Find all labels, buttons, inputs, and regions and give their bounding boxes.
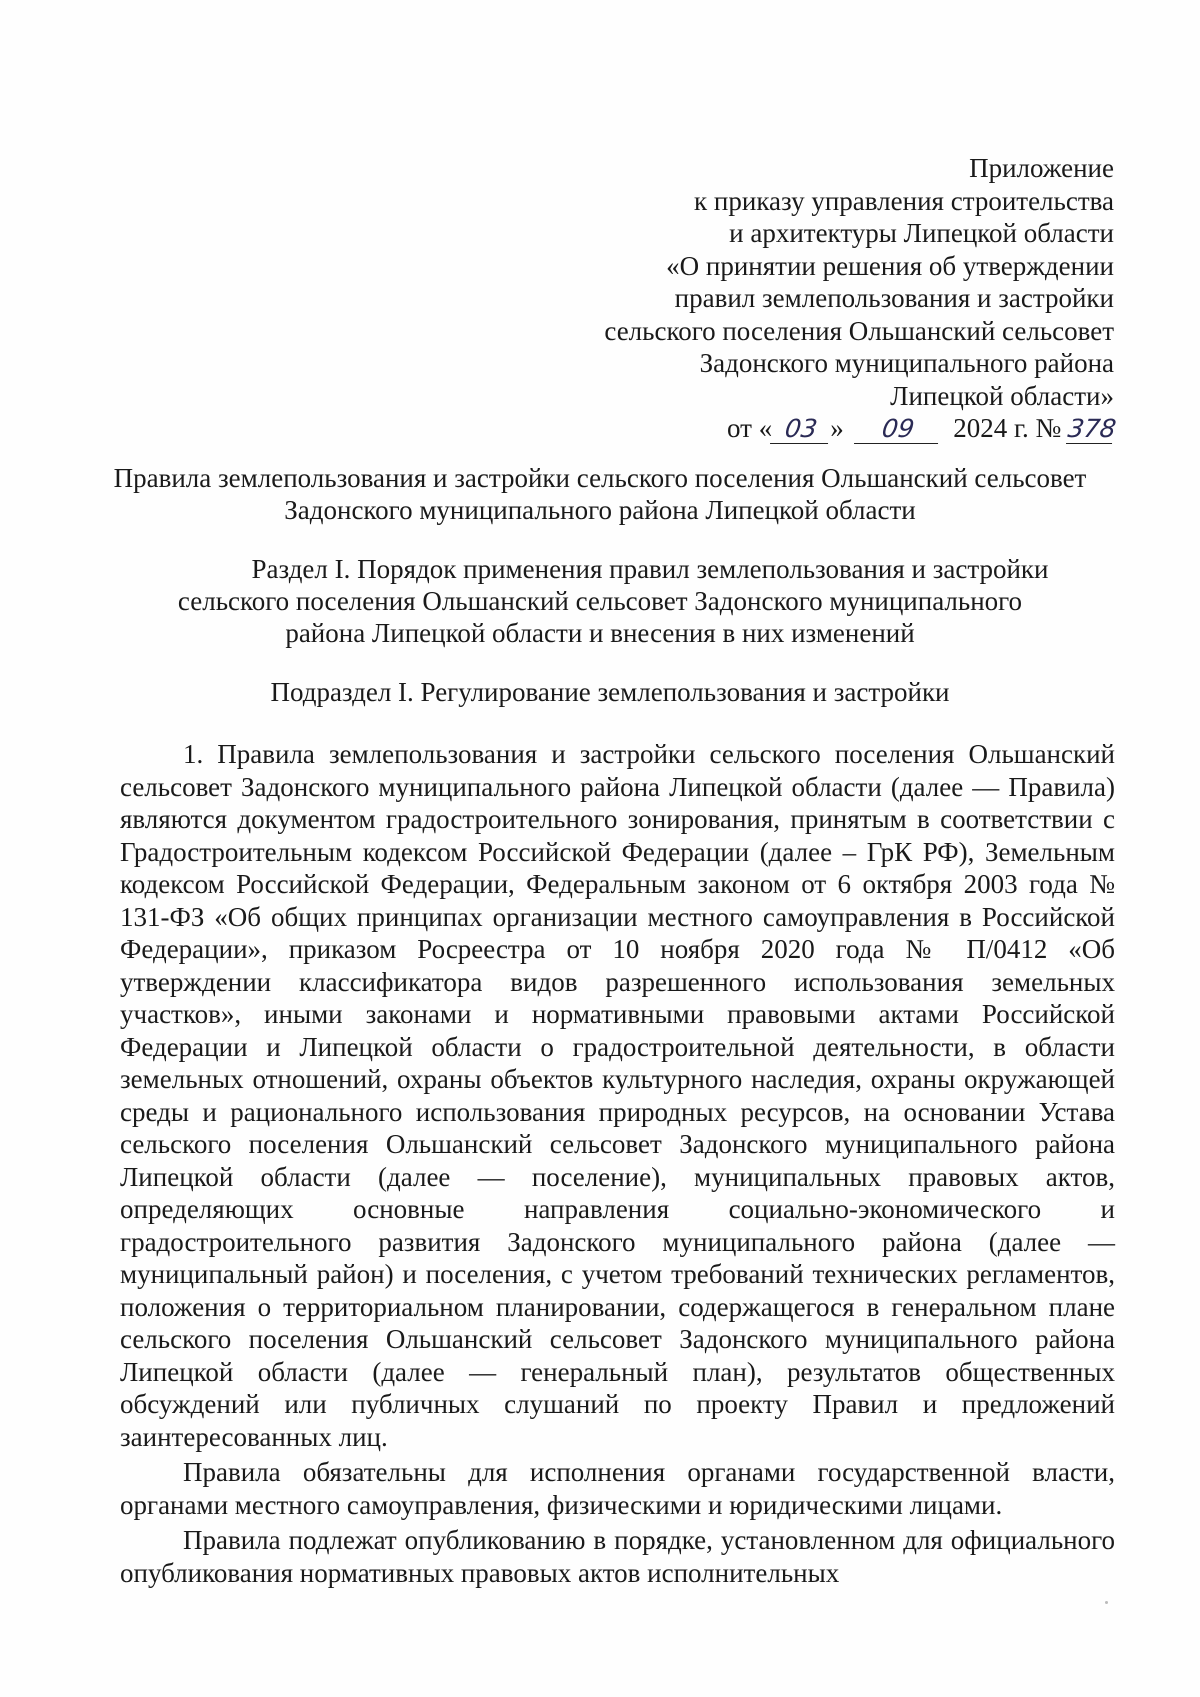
section-line: Раздел I. Порядок применения правил землепользования и застройки bbox=[251, 554, 1049, 584]
appendix-line: Приложение bbox=[969, 153, 1114, 183]
date-mid: » bbox=[830, 413, 844, 443]
paragraph: 1. Правила землепользования и застройки сельского поселения Ольшанский сельсовет Задонского муниципального района Липецкой области (далее — Правила) являются документом градостроительного зонирования, принятым в соответствии с Градостроительным кодексом Российской Федерации (далее – ГрК РФ), Земельным кодексом Российской Федерации, Федеральным законом от 6 октября 2003 года № 131-ФЗ «Об общих принципах организации местного самоуправления в Российской Федерации», приказом Росреестра от 10 ноября 2020 года № П/0412 «Об утверждении классификатора видов разрешенного использования земельных участков», иными законами и нормативными правовыми актами Российской Федерации и Липецкой области о градостроительной деятельности, в области земельных отношений, охраны объектов культурного наследия, охраны окружающей среды и рационального использования природных ресурсов, на основании Устава сельского поселения Ольшанский сельсовет Задонского муниципального района Липецкой области (далее — поселение), муниципальных правовых актов, определяющих основные направления социально-экономического и градостроительного развития Задонского муниципального района (далее — муниципальный район) и поселения, с учетом требований технических регламентов, положения о территориальном планировании, содержащегося в генеральном плане сельского поселения Ольшанский сельсовет Задонского муниципального района Липецкой области (далее — генеральный план), результатов общественных обсуждений или публичных слушаний по проекту Правил и предложений заинтересованных лиц. bbox=[120, 739, 1115, 1452]
section-line: сельского поселения Ольшанский сельсовет Задонского муниципального bbox=[177, 586, 1023, 616]
handwritten-day: 03 bbox=[770, 415, 832, 444]
handwritten-order-number: 378 bbox=[1066, 414, 1118, 443]
paragraph: Правила обязательны для исполнения органами государственной власти, органами местного самоуправления, физическими и юридическими лицами. bbox=[120, 1457, 1115, 1520]
appendix-line: «О принятии решения об утверждении bbox=[666, 250, 1114, 281]
date-prefix: от « bbox=[727, 413, 773, 443]
document-title bbox=[80, 462, 1120, 526]
paragraph: Правила подлежат опубликованию в порядке, установленном для официального опубликования нормативных правовых актов исполнительных bbox=[120, 1525, 1115, 1588]
appendix-line: правил землепользования и застройки bbox=[674, 283, 1114, 313]
appendix-line: Задонского муниципального района bbox=[699, 348, 1114, 378]
appendix-line: Липецкой области» bbox=[890, 380, 1114, 411]
subsection-heading: Подраздел I. Регулирование землепользования и застройки bbox=[270, 677, 950, 707]
order-date-line bbox=[494, 412, 1118, 445]
section-heading bbox=[80, 553, 1120, 649]
handwritten-month: 09 bbox=[854, 415, 942, 444]
scan-artifact bbox=[1105, 1601, 1108, 1604]
appendix-line: сельского поселения Ольшанский сельсовет bbox=[604, 315, 1114, 346]
section-line: района Липецкой области и внесения в них изменений bbox=[285, 618, 915, 648]
appendix-header bbox=[494, 152, 1118, 445]
title-line: Правила землепользования и застройки сельского поселения Ольшанский сельсовет bbox=[113, 463, 1087, 493]
date-year: 2024 г. № bbox=[953, 413, 1062, 443]
appendix-line: и архитектуры Липецкой области bbox=[729, 218, 1114, 248]
appendix-line: к приказу управления строительства bbox=[694, 185, 1114, 216]
title-line: Задонского муниципального района Липецкой области bbox=[284, 495, 916, 525]
document-body bbox=[120, 738, 1115, 1592]
